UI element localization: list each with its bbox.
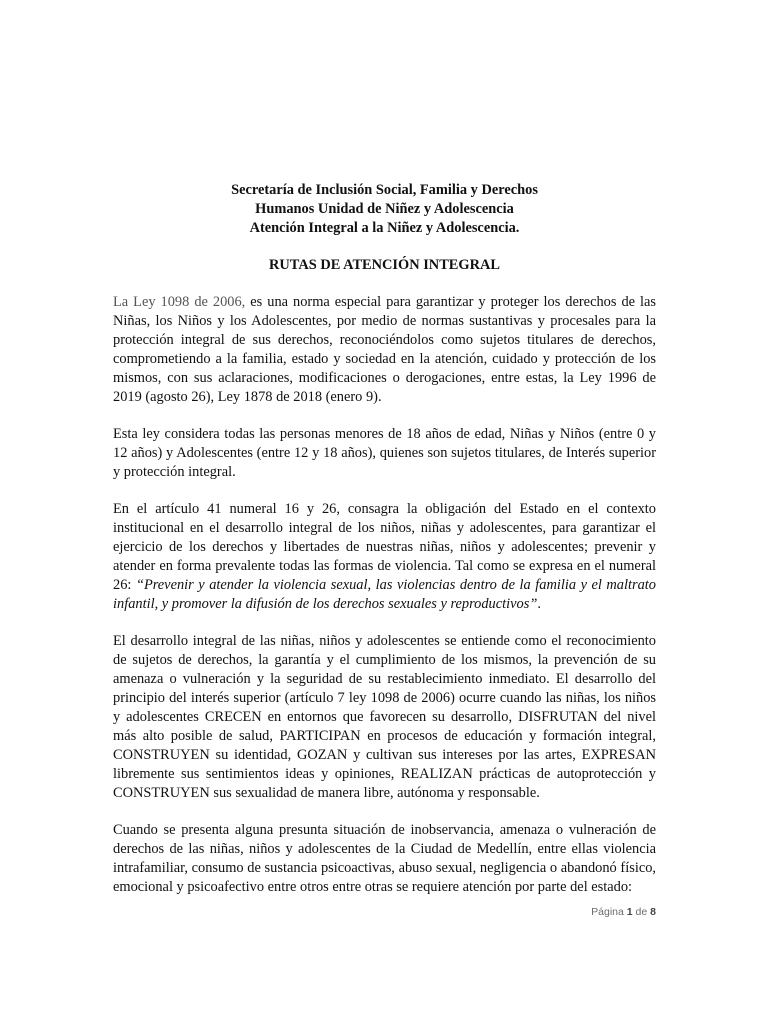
page-number (591, 906, 656, 918)
paragraph-3 (113, 500, 656, 614)
header-line-3: Atención Integral a la Niñez y Adolescencia. (249, 220, 520, 236)
law-reference: La Ley 1098 de 2006, (113, 294, 246, 310)
paragraph-3-text: En el artículo 41 numeral 16 y 26, consagra la obligación del Estado en el contexto institucional en el desarrollo integral de los niños, niñas y adolescentes, para garantizar el ejercicio de los derechos y libertades de nuestras niñas, niños y adolescentes; prevenir y atender en forma prevalente todas las formas de violencia. Tal como se expresa en el numeral 26: (113, 501, 656, 593)
page-total: 8 (650, 906, 656, 918)
page-middle: de (632, 906, 651, 918)
paragraph-2: Esta ley considera todas las personas menores de 18 años de edad, Niñas y Niños (entre 0 y 12 años) y Adolescentes (entre 12 y 18 años), quienes son sujetos titulares, de Interés superior y protección integral. (113, 426, 656, 480)
paragraph-4: El desarrollo integral de las niñas, niños y adolescentes se entiende como el reconocimiento de sujetos de derechos, la garantía y el cumplimiento de los mismos, la prevención de su amenaza o vulneración y la seguridad de su restablecimiento inmediato. El desarrollo del principio del interés superior (artículo 7 ley 1098 de 2006) ocurre cuando las niñas, los niños y adolescentes CRECEN en entornos que favorecen su desarrollo, DISFRUTAN del nivel más alto posible de salud, PARTICIPAN en procesos de educación y formación integral, CONSTRUYEN su identidad, GOZAN y cultivan sus intereses por las artes, EXPRESAN libremente sus sentimientos ideas y opiniones, REALIZAN prácticas de autoprotección y CONSTRUYEN sus sexualidad de manera libre, autónoma y responsable. (113, 633, 656, 801)
page-current: 1 (626, 906, 633, 918)
paragraph-1-text: es una norma especial para garantizar y proteger los derechos de las Niñas, los Niños y los Adolescentes, por medio de normas sustantivas y procesales para la protección integral de sus derechos, reconociéndolos como sujetos titulares de derechos, comprometiendo a la familia, estado y sociedad en la atención, cuidado y protección de los mismos, con sus aclaraciones, modificaciones o derogaciones, entre estas, la Ley 1996 de 2019 (agosto 26), Ley 1878 de 2018 (enero 9). (113, 294, 657, 405)
paragraph-1 (113, 293, 656, 407)
document-title: RUTAS DE ATENCIÓN INTEGRAL (269, 257, 500, 273)
paragraph-3-end: . (537, 596, 541, 612)
paragraph-3-quote: “Prevenir y atender la violencia sexual, las violencias dentro de la familia y el maltrato infantil, y promover la difusión de los derechos sexuales y reproductivos” (113, 577, 656, 612)
page-prefix: Página (591, 906, 627, 918)
header-line-1: Secretaría de Inclusión Social, Familia y Derechos (231, 182, 538, 198)
document-page (113, 181, 656, 915)
paragraph-5: Cuando se presenta alguna presunta situación de inobservancia, amenaza o vulneración de derechos de las niñas, niños y adolescentes de la Ciudad de Medellín, entre ellas violencia intrafamiliar, consumo de sustancia psicoactivas, abuso sexual, negligencia o abandonó físico, emocional y psicoafectivo entre otros entre otras se requiere atención por parte del estado: (113, 822, 656, 895)
header-line-2: Humanos Unidad de Niñez y Adolescencia (255, 201, 514, 217)
